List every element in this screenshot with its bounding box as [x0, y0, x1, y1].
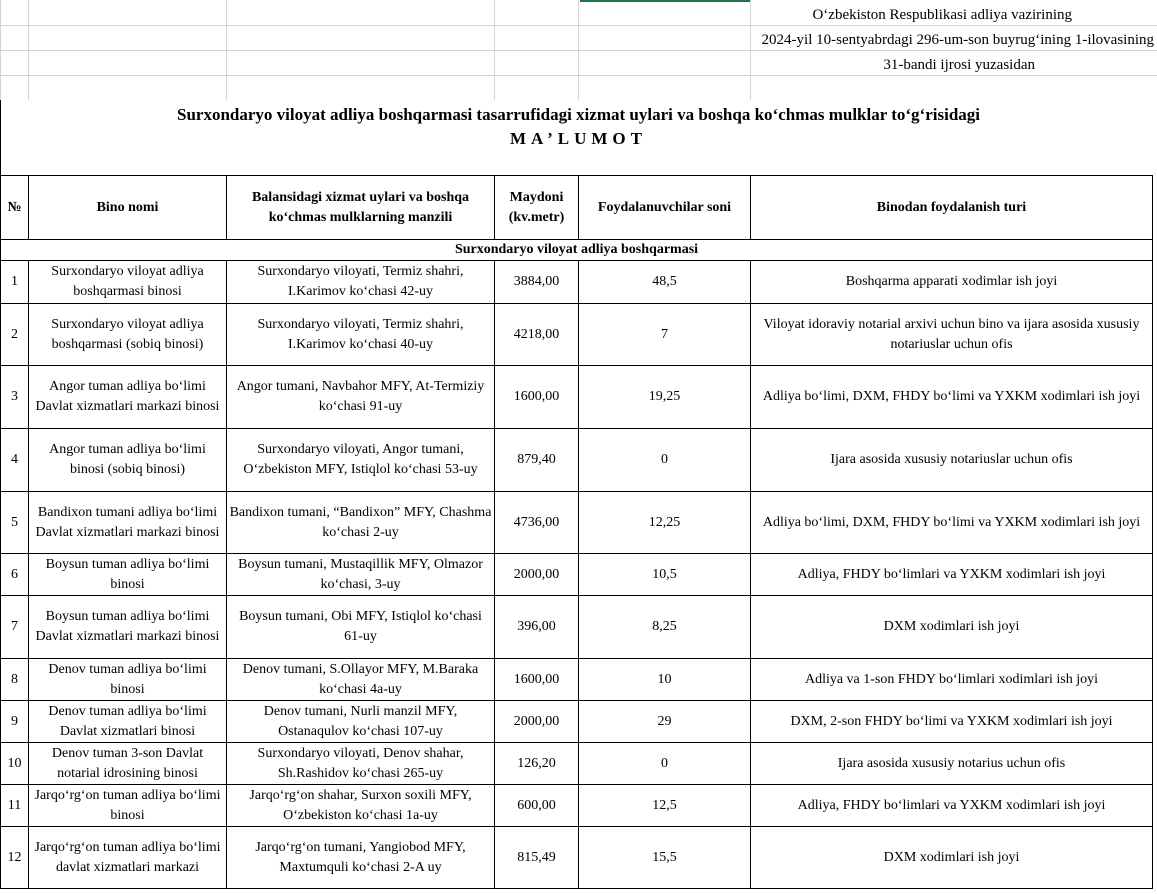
cell-address: Boysun tumani, Obi MFY, Istiqlol ko‘chasi 61-uy [227, 596, 495, 659]
cell-building-name: Denov tuman adliya bo‘limi binosi [29, 659, 227, 701]
cell-address: Surxondaryo viloyati, Termiz shahri, I.Karimov ko‘chasi 40-uy [227, 304, 495, 366]
cell-number: 1 [1, 261, 29, 304]
property-table [0, 175, 1153, 889]
cell-address: Surxondaryo viloyati, Denov shahar, Sh.Rashidov ko‘chasi 265-uy [227, 743, 495, 785]
cell-number: 10 [1, 743, 29, 785]
cell-building-name: Surxondaryo viloyat adliya boshqarmasi (sobiq binosi) [29, 304, 227, 366]
cell-usage: Viloyat idoraviy notarial arxivi uchun bino va ijara asosida xususiy notariuslar uchun ofis [751, 304, 1153, 366]
cell-users: 0 [579, 429, 751, 492]
header-line-3: 31-bandi ijrosi yuzasidan [883, 57, 1035, 73]
cell-building-name: Boysun tuman adliya bo‘limi binosi [29, 554, 227, 596]
cell-building-name: Denov tuman adliya bo‘limi Davlat xizmatlari binosi [29, 701, 227, 743]
cell-users: 12,25 [579, 492, 751, 554]
cell-area: 4218,00 [495, 304, 579, 366]
cell-area: 879,40 [495, 429, 579, 492]
cell-usage: Adliya va 1-son FHDY bo‘limlari xodimlari ish joyi [751, 659, 1153, 701]
table-row [1, 366, 1153, 429]
cell-area: 126,20 [495, 743, 579, 785]
cell-area: 2000,00 [495, 554, 579, 596]
cell-area: 3884,00 [495, 261, 579, 304]
cell-building-name: Boysun tuman adliya bo‘limi Davlat xizmatlari markazi binosi [29, 596, 227, 659]
col-header-usage: Binodan foydalanish turi [751, 176, 1153, 240]
cell-number: 12 [1, 827, 29, 889]
cell-usage: Adliya, FHDY bo‘limlari va YXKM xodimlari ish joyi [751, 554, 1153, 596]
cell-usage: Adliya bo‘limi, DXM, FHDY bo‘limi va YXKM xodimlari ish joyi [751, 366, 1153, 429]
header-line-2: 2024-yil 10-sentyabrdagi 296-um-son buyrug‘ining 1-ilovasining [761, 32, 1154, 48]
cell-usage: Adliya bo‘limi, DXM, FHDY bo‘limi va YXKM xodimlari ish joyi [751, 492, 1153, 554]
cell-building-name: Denov tuman 3-son Davlat notarial idrosining binosi [29, 743, 227, 785]
col-header-number: № [1, 176, 29, 240]
cell-number: 9 [1, 701, 29, 743]
cell-address: Jarqo‘rg‘on tumani, Yangiobod MFY, Maxtumquli ko‘chasi 2-A uy [227, 827, 495, 889]
page-title: Surxondaryo viloyat adliya boshqarmasi tasarrufidagi xizmat uylari va boshqa ko‘chmas mulklar to‘g‘risidagi [176, 105, 980, 124]
table-row [1, 304, 1153, 366]
cell-address: Jarqo‘rg‘on shahar, Surxon soxili MFY, O‘zbekiston ko‘chasi 1a-uy [227, 785, 495, 827]
cell-address: Surxondaryo viloyati, Termiz shahri, I.Karimov ko‘chasi 42-uy [227, 261, 495, 304]
section-row [1, 240, 1153, 261]
col-header-building-name: Bino nomi [29, 176, 227, 240]
col-header-area: Maydoni (kv.metr) [495, 176, 579, 240]
cell-users: 15,5 [579, 827, 751, 889]
cell-building-name: Jarqo‘rg‘on tuman adliya bo‘limi davlat xizmatlari markazi [29, 827, 227, 889]
cell-usage: DXM, 2-son FHDY bo‘limi va YXKM xodimlari ish joyi [751, 701, 1153, 743]
cell-users: 48,5 [579, 261, 751, 304]
table-row [1, 554, 1153, 596]
col-header-address: Balansidagi xizmat uylari va boshqa ko‘chmas mulklarning manzili [227, 176, 495, 240]
table-row [1, 785, 1153, 827]
cell-users: 7 [579, 304, 751, 366]
cell-address: Denov tumani, S.Ollayor MFY, M.Baraka ko‘chasi 4a-uy [227, 659, 495, 701]
cell-address: Boysun tumani, Mustaqillik MFY, Olmazor ko‘chasi, 3-uy [227, 554, 495, 596]
cell-users: 10 [579, 659, 751, 701]
cell-address: Surxondaryo viloyati, Angor tumani, O‘zbekiston MFY, Istiqlol ko‘chasi 53-uy [227, 429, 495, 492]
cell-address: Bandixon tumani, “Bandixon” MFY, Chashma ko‘chasi 2-uy [227, 492, 495, 554]
cell-usage: Ijara asosida xususiy notariuslar uchun ofis [751, 429, 1153, 492]
cell-address: Denov tumani, Nurli manzil MFY, Ostanaqulov ko‘chasi 107-uy [227, 701, 495, 743]
cell-building-name: Angor tuman adliya bo‘limi binosi (sobiq binosi) [29, 429, 227, 492]
page-subtitle: MA’LUMOT [510, 129, 647, 148]
cell-number: 3 [1, 366, 29, 429]
table-row [1, 743, 1153, 785]
col-header-users: Foydalanuvchilar soni [579, 176, 751, 240]
cell-users: 19,25 [579, 366, 751, 429]
cell-number: 7 [1, 596, 29, 659]
cell-number: 11 [1, 785, 29, 827]
cell-users: 10,5 [579, 554, 751, 596]
cell-number: 2 [1, 304, 29, 366]
section-title: Surxondaryo viloyat adliya boshqarmasi [1, 240, 1153, 261]
cell-building-name: Jarqo‘rg‘on tuman adliya bo‘limi binosi [29, 785, 227, 827]
cell-area: 815,49 [495, 827, 579, 889]
cell-number: 8 [1, 659, 29, 701]
cell-users: 8,25 [579, 596, 751, 659]
cell-area: 4736,00 [495, 492, 579, 554]
table-row [1, 596, 1153, 659]
table-header-row [1, 176, 1153, 240]
cell-usage: Ijara asosida xususiy notarius uchun ofis [751, 743, 1153, 785]
cell-building-name: Surxondaryo viloyat adliya boshqarmasi binosi [29, 261, 227, 304]
table-row [1, 827, 1153, 889]
cell-building-name: Angor tuman adliya bo‘limi Davlat xizmatlari markazi binosi [29, 366, 227, 429]
cell-users: 12,5 [579, 785, 751, 827]
cell-users: 0 [579, 743, 751, 785]
table-row [1, 429, 1153, 492]
cell-area: 1600,00 [495, 366, 579, 429]
cell-usage: Boshqarma apparati xodimlar ish joyi [751, 261, 1153, 304]
cell-area: 600,00 [495, 785, 579, 827]
cell-address: Angor tumani, Navbahor MFY, At-Termiziy ko‘chasi 91-uy [227, 366, 495, 429]
cell-users: 29 [579, 701, 751, 743]
cell-area: 2000,00 [495, 701, 579, 743]
cell-area: 396,00 [495, 596, 579, 659]
cell-usage: DXM xodimlari ish joyi [751, 827, 1153, 889]
cell-building-name: Bandixon tumani adliya bo‘limi Davlat xizmatlari markazi binosi [29, 492, 227, 554]
table-row [1, 261, 1153, 304]
header-line-1: O‘zbekiston Respublikasi adliya vazirining [812, 7, 1072, 23]
selected-cell-indicator [580, 0, 750, 2]
cell-number: 5 [1, 492, 29, 554]
cell-number: 6 [1, 554, 29, 596]
cell-area: 1600,00 [495, 659, 579, 701]
cell-number: 4 [1, 429, 29, 492]
cell-usage: DXM xodimlari ish joyi [751, 596, 1153, 659]
cell-usage: Adliya, FHDY bo‘limlari va YXKM xodimlari ish joyi [751, 785, 1153, 827]
table-row [1, 701, 1153, 743]
table-row [1, 492, 1153, 554]
table-row [1, 659, 1153, 701]
